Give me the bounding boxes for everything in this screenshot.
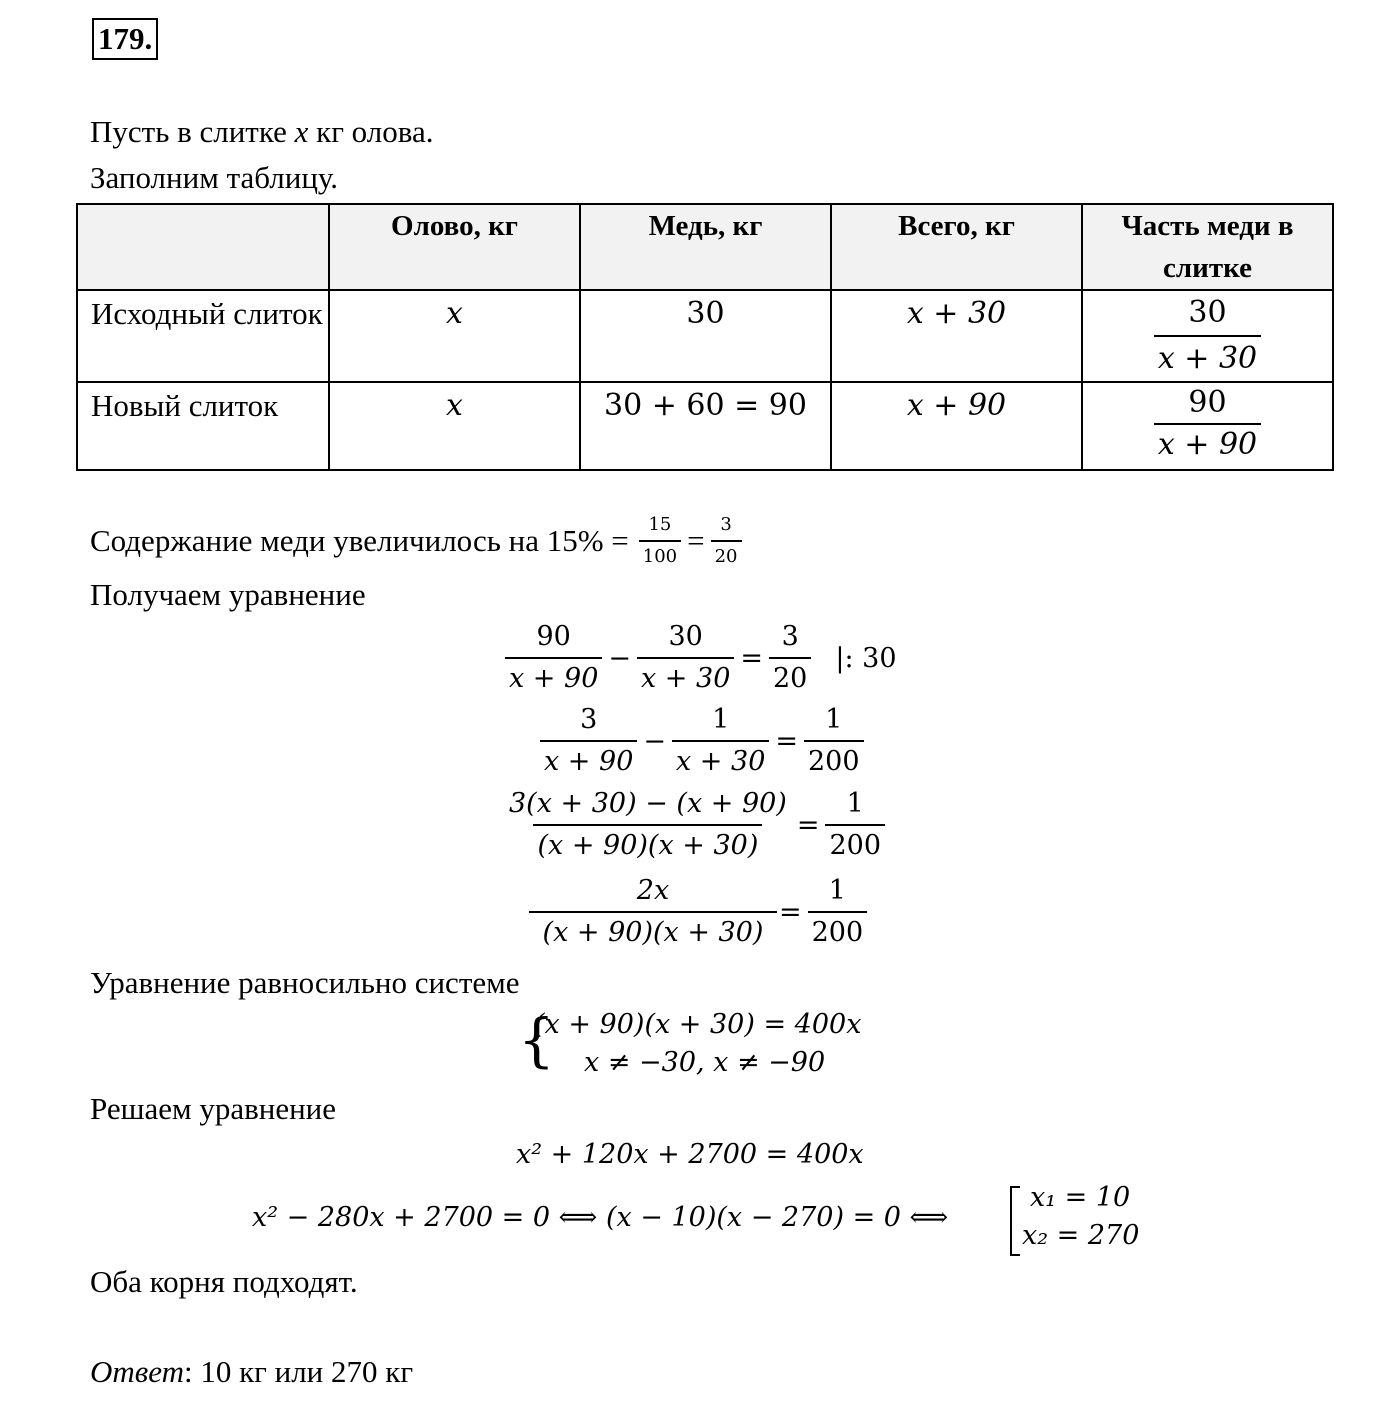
fraction-denominator: x + 30 <box>1154 335 1261 381</box>
fraction-numerator: 1 <box>825 704 843 735</box>
equation-3 <box>505 784 885 866</box>
fraction-numerator: 1 <box>846 788 864 819</box>
answer-label: Ответ <box>90 1354 184 1389</box>
intro-text-a: Пусть в слитке <box>90 114 295 149</box>
data-table <box>76 203 1334 471</box>
table-row <box>77 290 1333 382</box>
solve-equation-2: x² − 280x + 2700 = 0 ⟺ (x − 10)(x − 270) = 0 ⟺ <box>252 1202 949 1233</box>
fraction-numerator: 3(x + 30) − (x + 90) <box>509 788 787 819</box>
system-brace: { <box>518 1006 555 1074</box>
problem-number: 179. <box>92 18 158 60</box>
equals-sign: = <box>687 523 705 558</box>
intro-text-b: кг олова. <box>308 114 434 149</box>
header-copper-part: Часть меди в слитке <box>1082 204 1333 290</box>
cell-total: x + 30 <box>831 290 1082 382</box>
equation-4 <box>533 871 867 953</box>
copper-increase-text: Содержание меди увеличилось на 15% = <box>90 523 629 558</box>
fraction <box>533 871 773 953</box>
answer-value: : 10 кг или 270 кг <box>183 1354 414 1389</box>
minus-sign: − <box>643 725 666 757</box>
copper-increase-line <box>90 510 742 572</box>
fraction <box>769 617 811 699</box>
equation-label: Получаем уравнение <box>90 577 366 612</box>
equals-sign: = <box>775 725 798 757</box>
row-label: Исходный слиток <box>77 290 329 382</box>
fraction <box>1154 383 1261 465</box>
fraction-numerator: 2x <box>636 875 670 906</box>
fraction-denominator: x + 90 <box>505 657 602 699</box>
equation-1 <box>505 617 897 699</box>
equation-2 <box>540 700 864 782</box>
system-line-1: (x + 90)(x + 30) = 400x <box>534 1009 862 1040</box>
conclusion: Оба корня подходят. <box>90 1264 358 1299</box>
fraction <box>540 700 637 782</box>
fraction-numerator: 3 <box>720 514 732 535</box>
intro-line-1 <box>90 113 433 151</box>
fraction-denominator: (x + 90)(x + 30) <box>529 911 777 953</box>
row-label: Новый слиток <box>77 382 329 470</box>
cell-tin: x <box>329 382 580 470</box>
header-tin: Олово, кг <box>329 204 580 290</box>
header-copper: Медь, кг <box>580 204 831 290</box>
division-note: |: 30 <box>835 642 897 674</box>
fraction <box>639 510 681 572</box>
fraction-numerator: 30 <box>668 621 703 652</box>
system-line-2: x ≠ −30, x ≠ −90 <box>584 1047 826 1078</box>
header-empty <box>77 204 329 290</box>
table-header-row <box>77 204 1333 290</box>
minus-sign: − <box>608 642 631 674</box>
fraction-numerator: 30 <box>1188 295 1227 330</box>
cell-tin: x <box>329 290 580 382</box>
fraction <box>825 784 885 866</box>
cell-total: x + 90 <box>831 382 1082 470</box>
root-2: x₂ = 270 <box>1022 1220 1140 1251</box>
fraction-denominator: x + 30 <box>672 740 769 782</box>
fraction <box>672 700 769 782</box>
fraction-denominator: 20 <box>711 540 742 572</box>
solve-label: Решаем уравнение <box>90 1091 337 1126</box>
equals-sign: = <box>779 896 802 928</box>
square-bracket <box>1010 1186 1020 1256</box>
equals-sign: = <box>740 642 763 674</box>
header-total: Всего, кг <box>831 204 1082 290</box>
fraction <box>505 784 791 866</box>
cell-copper-part <box>1082 382 1333 470</box>
cell-copper: 30 <box>580 290 831 382</box>
intro-line-2: Заполним таблицу. <box>90 160 339 195</box>
equation-system <box>518 1006 918 1082</box>
fraction-denominator: 200 <box>808 911 868 953</box>
fraction <box>711 510 742 572</box>
fraction-numerator: 1 <box>712 704 730 735</box>
cell-copper: 30 + 60 = 90 <box>580 382 831 470</box>
system-label: Уравнение равносильно системе <box>90 965 520 1000</box>
fraction-denominator: 20 <box>769 657 811 699</box>
fraction-denominator: 100 <box>639 540 681 572</box>
table-row <box>77 382 1333 470</box>
fraction-denominator: x + 90 <box>1154 423 1261 465</box>
fraction-denominator: 200 <box>804 740 864 782</box>
answer-line <box>90 1353 413 1391</box>
fraction <box>804 700 864 782</box>
fraction-numerator: 3 <box>781 621 799 652</box>
equals-sign: = <box>796 809 820 841</box>
fraction <box>505 617 602 699</box>
root-1: x₁ = 10 <box>1030 1182 1131 1213</box>
fraction-denominator: x + 90 <box>540 740 637 782</box>
solve-equation-1: x² + 120x + 2700 = 400x <box>516 1139 864 1170</box>
fraction-numerator: 1 <box>828 875 846 906</box>
fraction-numerator: 3 <box>580 704 598 735</box>
roots-set <box>1010 1180 1160 1258</box>
fraction <box>637 617 734 699</box>
fraction-denominator: x + 30 <box>637 657 734 699</box>
fraction <box>1154 291 1261 381</box>
fraction-numerator: 15 <box>648 514 672 535</box>
fraction-numerator: 90 <box>1188 385 1227 420</box>
variable-x: x <box>294 114 309 149</box>
cell-copper-part <box>1082 290 1333 382</box>
fraction-denominator: (x + 90)(x + 30) <box>533 824 762 866</box>
fraction-denominator: 200 <box>825 824 885 866</box>
fraction <box>808 871 868 953</box>
fraction-numerator: 90 <box>536 621 571 652</box>
